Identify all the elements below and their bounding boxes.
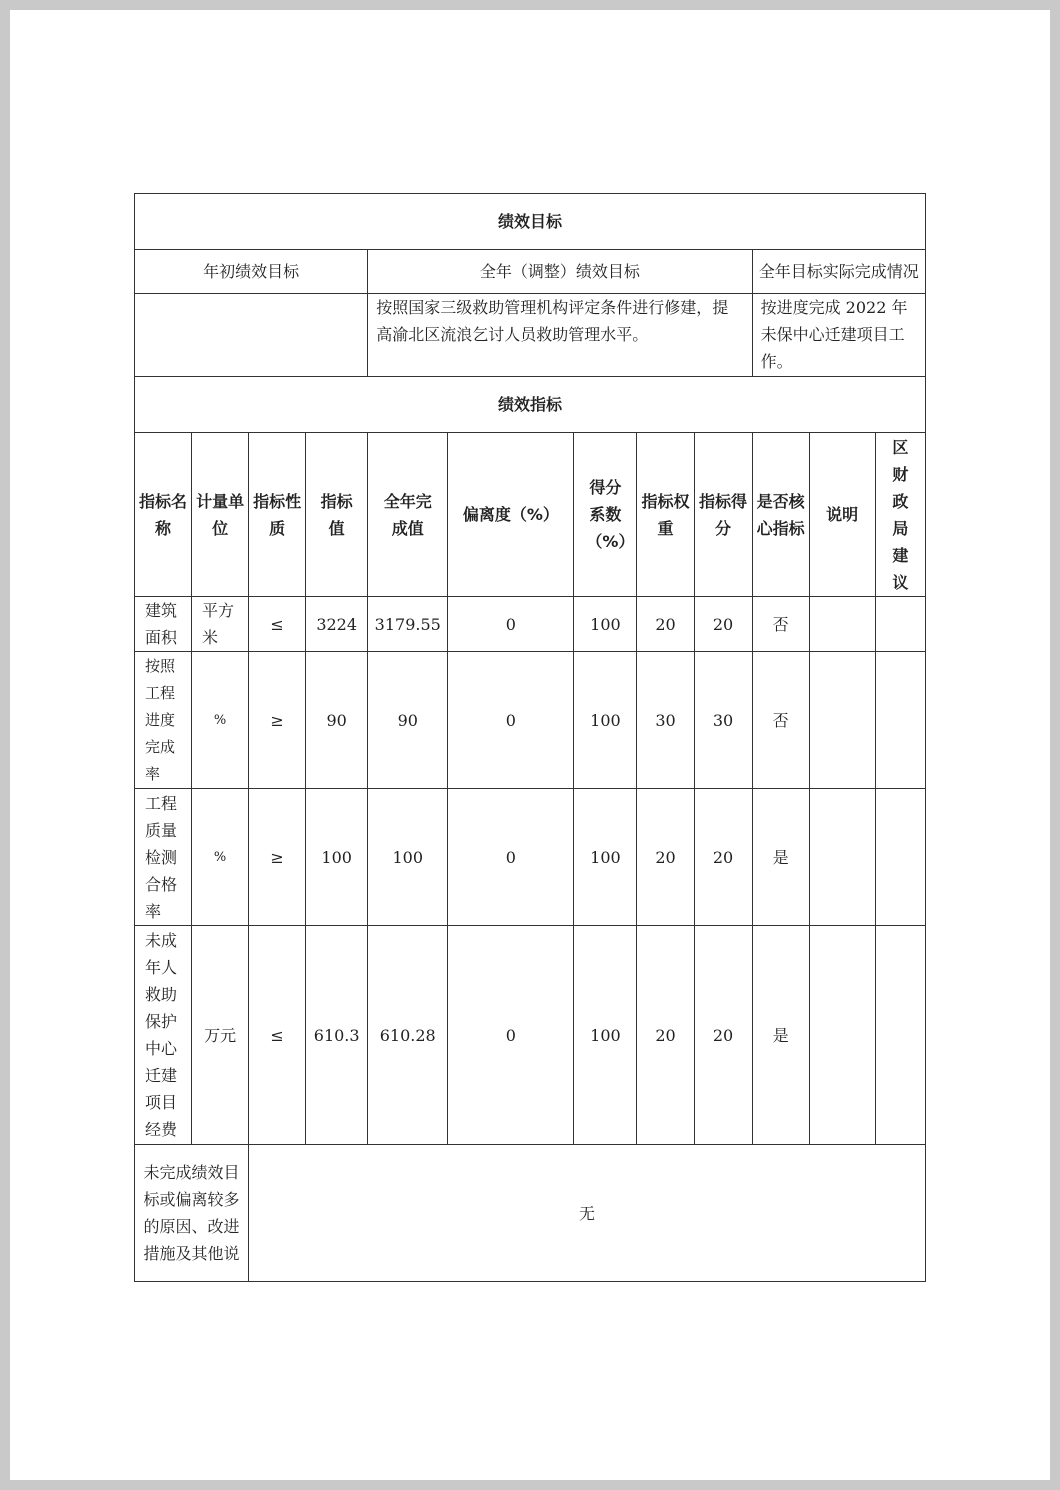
indicator-score: 20 [694,926,752,1145]
header-initial-goal: 年初绩效目标 [135,250,368,294]
col-header-coefficient: 得分系数（%） [574,433,637,597]
indicator-nature: ≥ [249,652,306,789]
indicator-name: 建筑面积 [135,597,192,652]
col-header-note: 说明 [809,433,875,597]
indicator-target: 100 [306,789,368,926]
indicator-note [809,926,875,1145]
indicator-target: 610.3 [306,926,368,1145]
indicator-advice [875,789,925,926]
indicator-core: 否 [752,597,809,652]
col-header-score: 指标得分 [694,433,752,597]
indicator-unit: 万元 [192,926,249,1145]
indicator-coefficient: 100 [574,597,637,652]
table-row [135,926,926,1145]
indicator-deviation: 0 [448,597,574,652]
indicator-score: 20 [694,597,752,652]
indicator-weight: 20 [637,597,694,652]
indicator-coefficient: 100 [574,652,637,789]
indicator-core: 是 [752,926,809,1145]
col-header-unit: 计量单位 [192,433,249,597]
col-header-nature: 指标性质 [249,433,306,597]
indicator-nature: ≤ [249,926,306,1145]
indicator-name: 按照工程进度完成率 [135,652,192,789]
header-actual-completion: 全年目标实际完成情况 [752,250,925,294]
indicator-unit: % [192,789,249,926]
col-header-indicator-name: 指标名称 [135,433,192,597]
header-adjusted-goal: 全年（调整）绩效目标 [368,250,752,294]
indicator-actual: 100 [368,789,448,926]
section-title-indicators: 绩效指标 [135,377,926,433]
indicator-core: 否 [752,652,809,789]
adjusted-goal-value: 按照国家三级救助管理机构评定条件进行修建，提高渝北区流浪乞讨人员救助管理水平。 [368,294,752,377]
actual-completion-value: 按进度完成 2022 年未保中心迁建项目工作。 [752,294,925,377]
table-row [135,652,926,789]
col-header-core: 是否核心指标 [752,433,809,597]
indicator-deviation: 0 [448,926,574,1145]
indicator-name: 工程质量检测合格率 [135,789,192,926]
indicator-nature: ≤ [249,597,306,652]
indicator-target: 90 [306,652,368,789]
initial-goal-value [135,294,368,377]
indicator-advice [875,597,925,652]
indicator-coefficient: 100 [574,789,637,926]
indicator-note [809,652,875,789]
document-page [10,10,1050,1480]
indicator-score: 20 [694,789,752,926]
indicator-coefficient: 100 [574,926,637,1145]
performance-table [134,193,926,1282]
indicator-deviation: 0 [448,652,574,789]
indicator-unit: % [192,652,249,789]
indicator-note [809,789,875,926]
indicator-weight: 30 [637,652,694,789]
footer-label: 未完成绩效目标或偏离较多的原因、改进措施及其他说 [135,1145,249,1282]
indicator-note [809,597,875,652]
indicator-actual: 610.28 [368,926,448,1145]
indicator-actual: 3179.55 [368,597,448,652]
table-row [135,789,926,926]
col-header-weight: 指标权重 [637,433,694,597]
indicator-weight: 20 [637,789,694,926]
indicator-weight: 20 [637,926,694,1145]
col-header-target: 指标值 [306,433,368,597]
indicator-target: 3224 [306,597,368,652]
indicator-deviation: 0 [448,789,574,926]
indicator-name: 未成年人救助保护中心迁建项目经费 [135,926,192,1145]
indicator-actual: 90 [368,652,448,789]
indicator-unit: 平方米 [192,597,249,652]
section-title-goals: 绩效目标 [135,194,926,250]
indicator-advice [875,652,925,789]
col-header-finance-advice: 区财政局建议 [875,433,925,597]
col-header-deviation: 偏离度（%） [448,433,574,597]
indicator-advice [875,926,925,1145]
indicator-core: 是 [752,789,809,926]
table-row [135,597,926,652]
col-header-actual: 全年完成值 [368,433,448,597]
indicator-score: 30 [694,652,752,789]
footer-value: 无 [249,1145,926,1282]
indicator-nature: ≥ [249,789,306,926]
